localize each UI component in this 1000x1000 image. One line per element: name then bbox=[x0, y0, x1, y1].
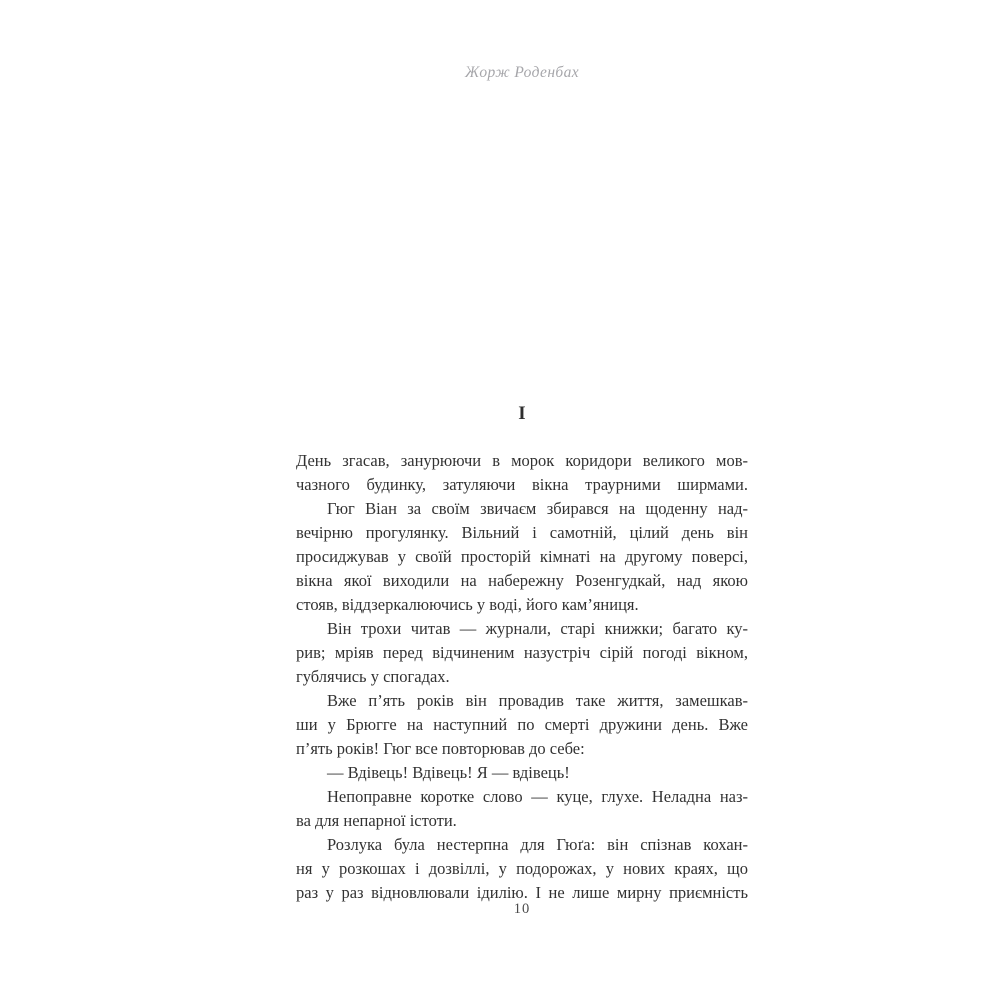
text-line: Розлука була нестерпна для Гюґа: він спізнав кохан- bbox=[327, 835, 748, 854]
page-number: 10 bbox=[513, 901, 531, 917]
text-line: гублячись у спогадах. bbox=[296, 667, 450, 686]
text-line: п’ять років! Гюг все повторював до себе: bbox=[296, 739, 585, 758]
body-text bbox=[296, 449, 748, 905]
chapter-numeral: I bbox=[518, 403, 526, 424]
text-line: ня у розкошах і дозвіллі, у подорожах, у нових краях, що bbox=[296, 859, 748, 878]
running-header-author: Жорж Роденбах bbox=[464, 64, 580, 81]
text-line: ши у Брюгге на наступний по смерті дружини день. Вже bbox=[296, 715, 748, 734]
text-line: рив; мріяв перед відчиненим назустріч сірій погоді вікном, bbox=[296, 643, 748, 662]
text-line: вечірню прогулянку. Вільний і самотній, цілий день він bbox=[296, 523, 748, 542]
text-line: — Вдівець! Вдівець! Я — вдівець! bbox=[327, 763, 570, 782]
text-line: раз у раз відновлювали ідилію. І не лише мирну приємність bbox=[296, 883, 748, 902]
text-line: Гюг Віан за своїм звичаєм збирався на щоденну над- bbox=[327, 499, 748, 518]
text-line: стояв, віддзеркалюючись у воді, його кам’яниця. bbox=[296, 595, 639, 614]
text-line: Він трохи читав — журнали, старі книжки; багато ку- bbox=[327, 619, 748, 638]
text-line: День згасав, занурюючи в морок коридори великого мов- bbox=[296, 451, 748, 470]
text-line: ва для непарної істоти. bbox=[296, 811, 457, 830]
text-line: Вже п’ять років він провадив таке життя, замешкав- bbox=[327, 691, 748, 710]
text-line: Непоправне коротке слово — куце, глухе. Неладна наз- bbox=[327, 787, 748, 806]
text-line: вікна якої виходили на набережну Розенгудкай, над якою bbox=[296, 571, 748, 590]
text-line: чазного будинку, затуляючи вікна траурними ширмами. bbox=[296, 475, 748, 494]
text-line: просиджував у своїй просторій кімнаті на другому поверсі, bbox=[296, 547, 748, 566]
